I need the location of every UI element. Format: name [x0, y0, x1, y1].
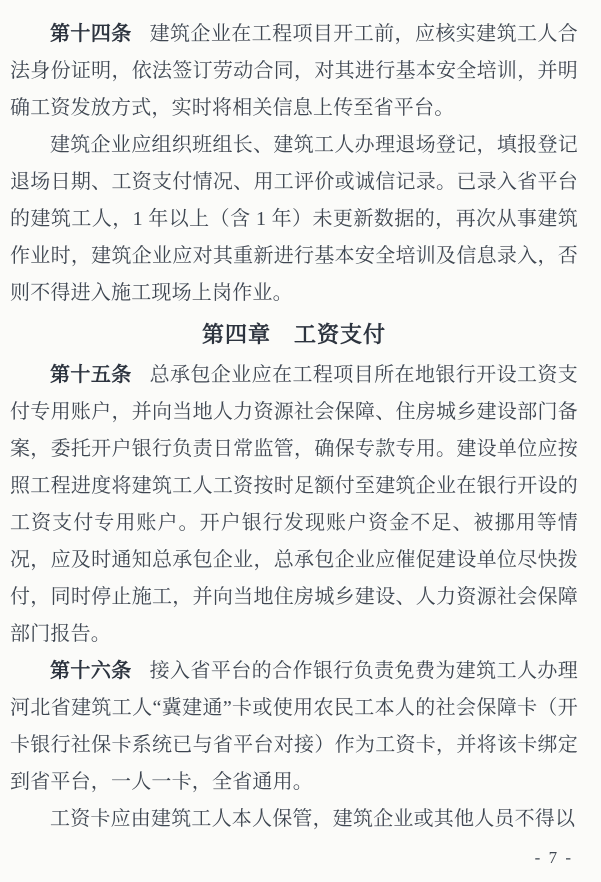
article-paragraph: [10, 357, 578, 653]
article-paragraph: [10, 653, 578, 801]
paragraph-text: 总承包企业应在工程项目所在地银行开设工资支付专用账户，并向当地人力资源社会保障、住房城乡建设部门备案，委托开户银行负责日常监管，确保专款专用。建设单位应按照工程进度将建筑工人工资按时足额付至建筑企业在银行开设的工资支付专用账户。开户银行发现账户资金不足、被挪用等情况，应及时通知总承包企业，总承包企业应催促建设单位尽快拨付，同时停止施工，并向当地住房城乡建设、人力资源社会保障部门报告。: [10, 364, 578, 645]
page-number: - 7 -: [534, 848, 573, 867]
article-number-15: 第十五条: [50, 364, 132, 386]
article-number-16: 第十六条: [50, 660, 132, 682]
article-number-14: 第十四条: [50, 23, 132, 45]
paragraph-text: 工资卡应由建筑工人本人保管，建筑企业或其他人员不得以: [50, 808, 576, 830]
article-paragraph: [10, 16, 578, 127]
paragraph-text: 接入省平台的合作银行负责免费为建筑工人办理河北省建筑工人“冀建通”卡或使用农民工本人的社会保障卡（开卡银行社保卡系统已与省平台对接）作为工资卡，并将该卡绑定到省平台，一人一卡，全省通用。: [10, 660, 578, 793]
article-paragraph: [10, 801, 578, 838]
chapter-heading: 第四章 工资支付: [201, 322, 386, 347]
paragraph-text: 建筑企业应组织班组长、建筑工人办理退场登记，填报登记退场日期、工资支付情况、用工评价或诚信记录。已录入省平台的建筑工人，1 年以上（含 1 年）未更新数据的，再次从事建筑作业时，建筑企业应对其重新进行基本安全培训及信息录入，否则不得进入施工现场上岗作业。: [10, 134, 578, 304]
paragraph-text: 建筑企业在工程项目开工前，应核实建筑工人合法身份证明，依法签订劳动合同，对其进行基本安全培训，并明确工资发放方式，实时将相关信息上传至省平台。: [10, 23, 578, 119]
article-paragraph: [10, 127, 578, 312]
